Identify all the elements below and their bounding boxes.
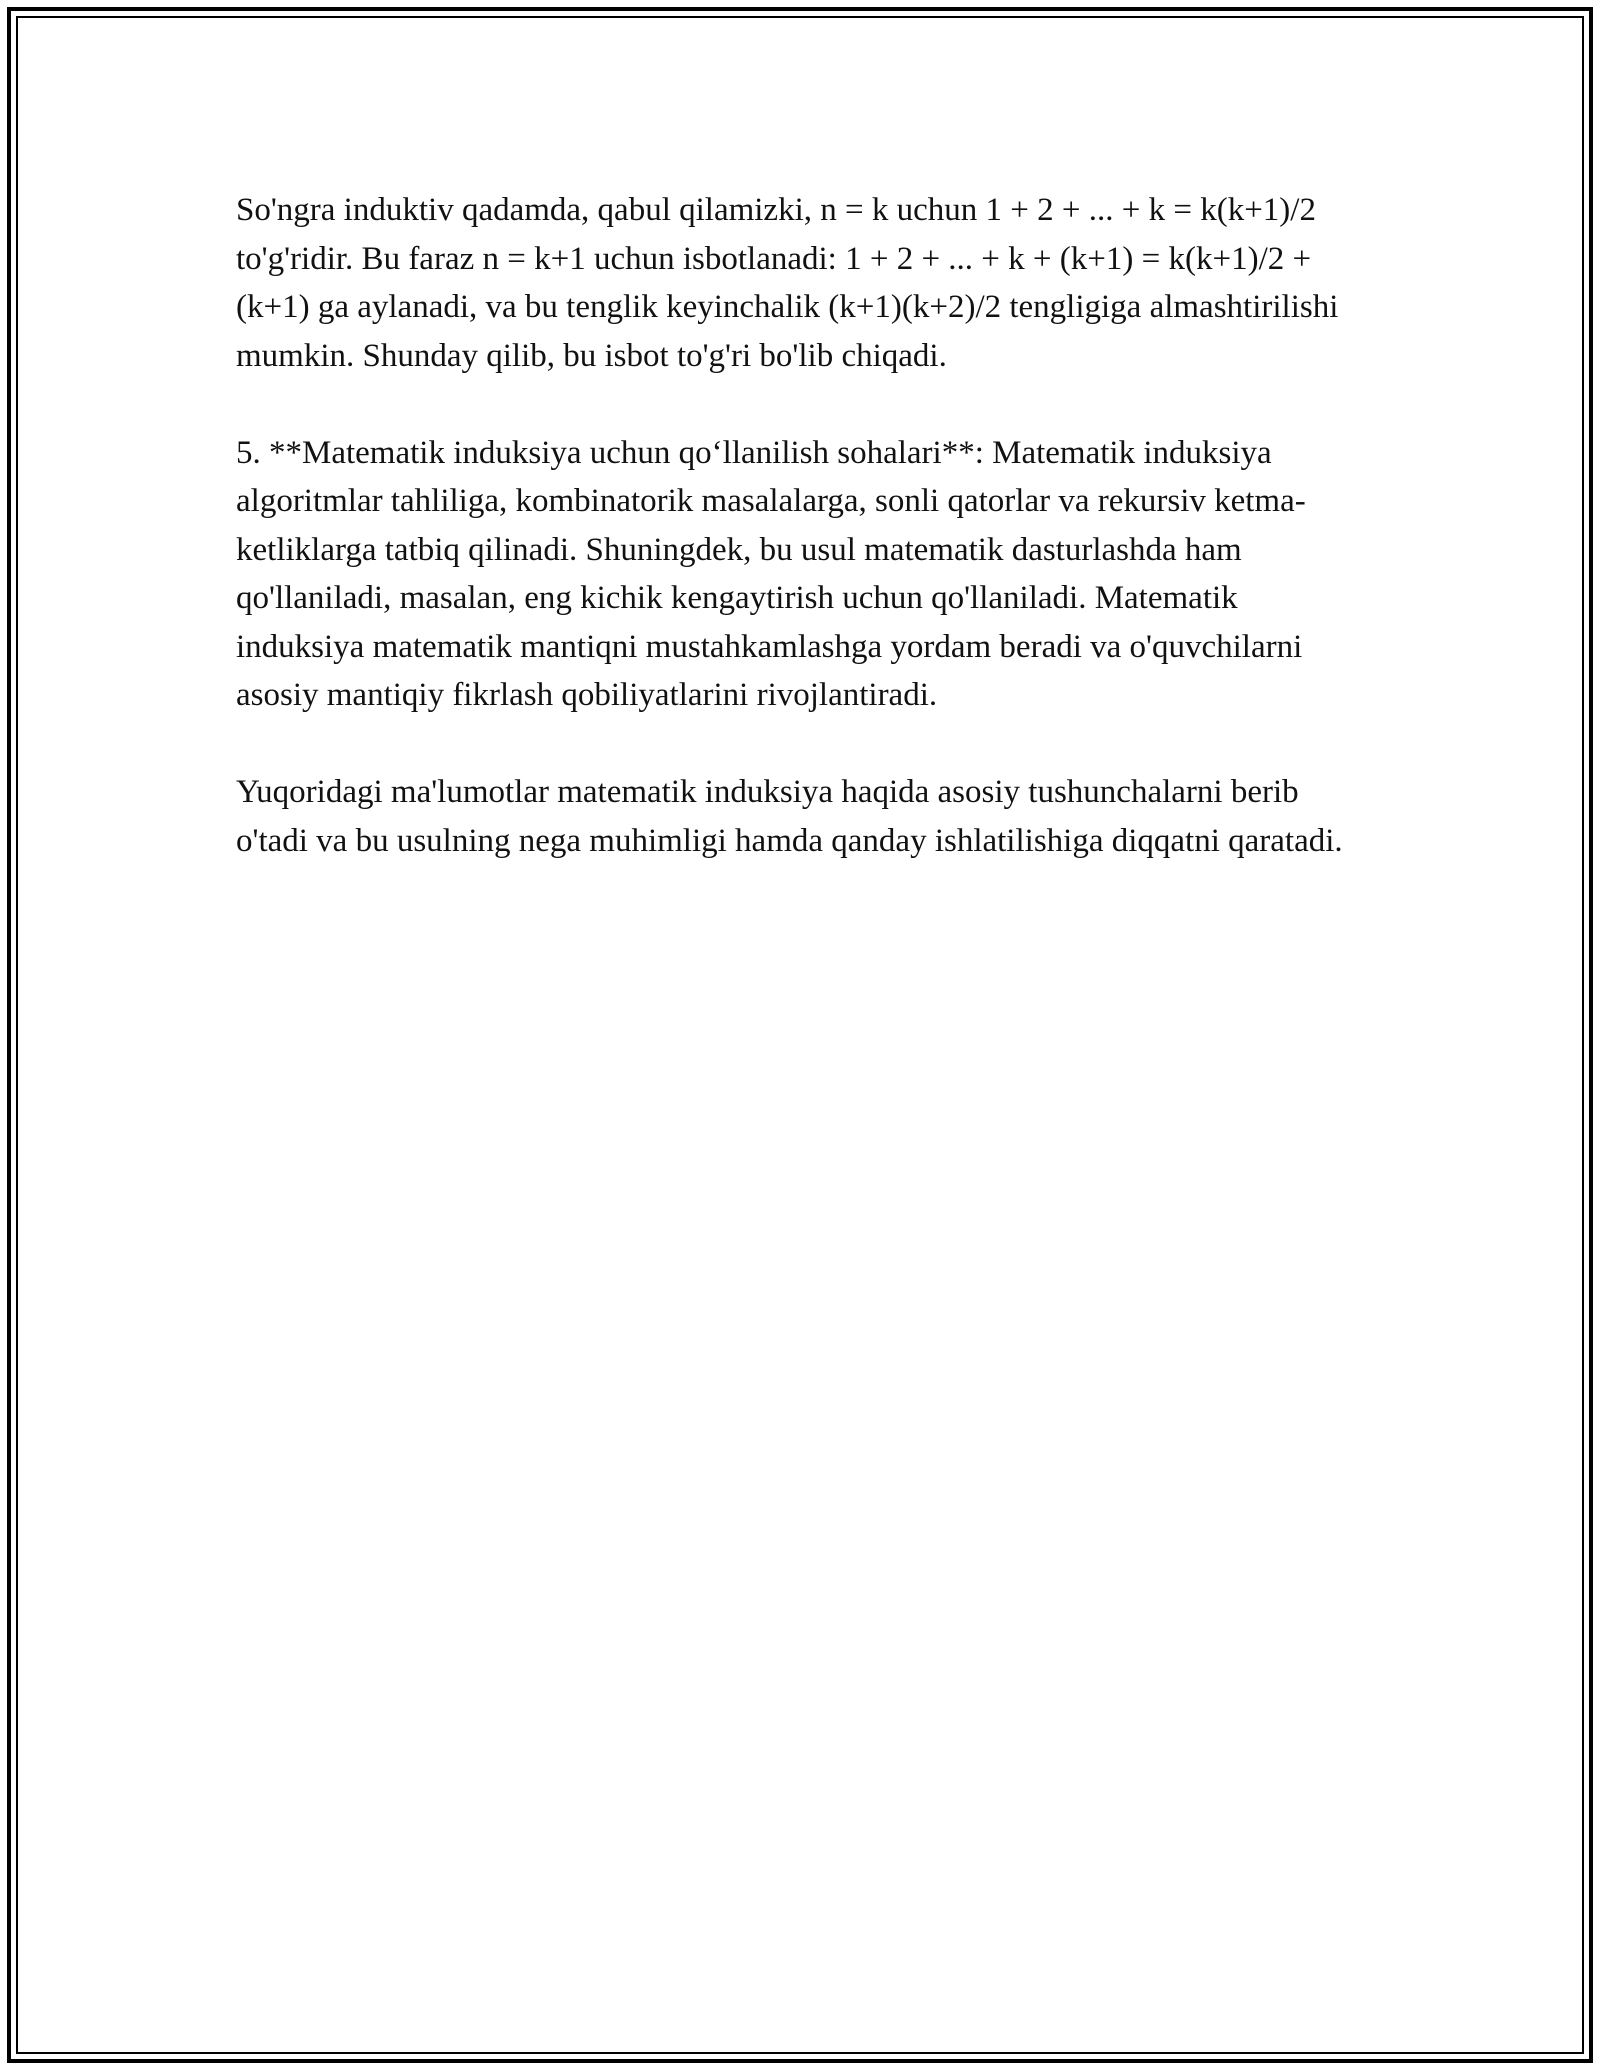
document-body <box>236 186 1354 914</box>
paragraph-conclusion: Yuqoridagi ma'lumotlar matematik induksiya haqida asosiy tushunchalarni berib o'tadi va bu usulning nega muhimligi hamda qanday ishlatilishiga diqqatni qaratadi. <box>236 774 1343 859</box>
paragraph-applications: 5. **Matematik induksiya uchun qo‘llanilish sohalari**: Matematik induksiya algoritmlar tahliliga, kombinatorik masalalarga, sonli qatorlar va rekursiv ketma-ketliklarga tatbiq qilinadi. Shuningdek, bu usul matematik dasturlashda ham qo'llaniladi, masalan, eng kichik kengaytirish uchun qo'llaniladi. Matematik induksiya matematik mantiqni mustahkamlashga yordam beradi va o'quvchilarni asosiy mantiqiy fikrlash qobiliyatlarini rivojlantiradi. <box>236 434 1306 713</box>
paragraph-induction-step: So'ngra induktiv qadamda, qabul qilamizki, n = k uchun 1 + 2 + ... + k = k(k+1)/2 to'g'ridir. Bu faraz n = k+1 uchun isbotlanadi: 1 + 2 + ... + k + (k+1) = k(k+1)/2 + (k+1) ga aylanadi, va bu tenglik keyinchalik (k+1)(k+2)/2 tengligiga almashtirilishi mumkin. Shunday qilib, bu isbot to'g'ri bo'lib chiqadi. <box>236 192 1339 374</box>
